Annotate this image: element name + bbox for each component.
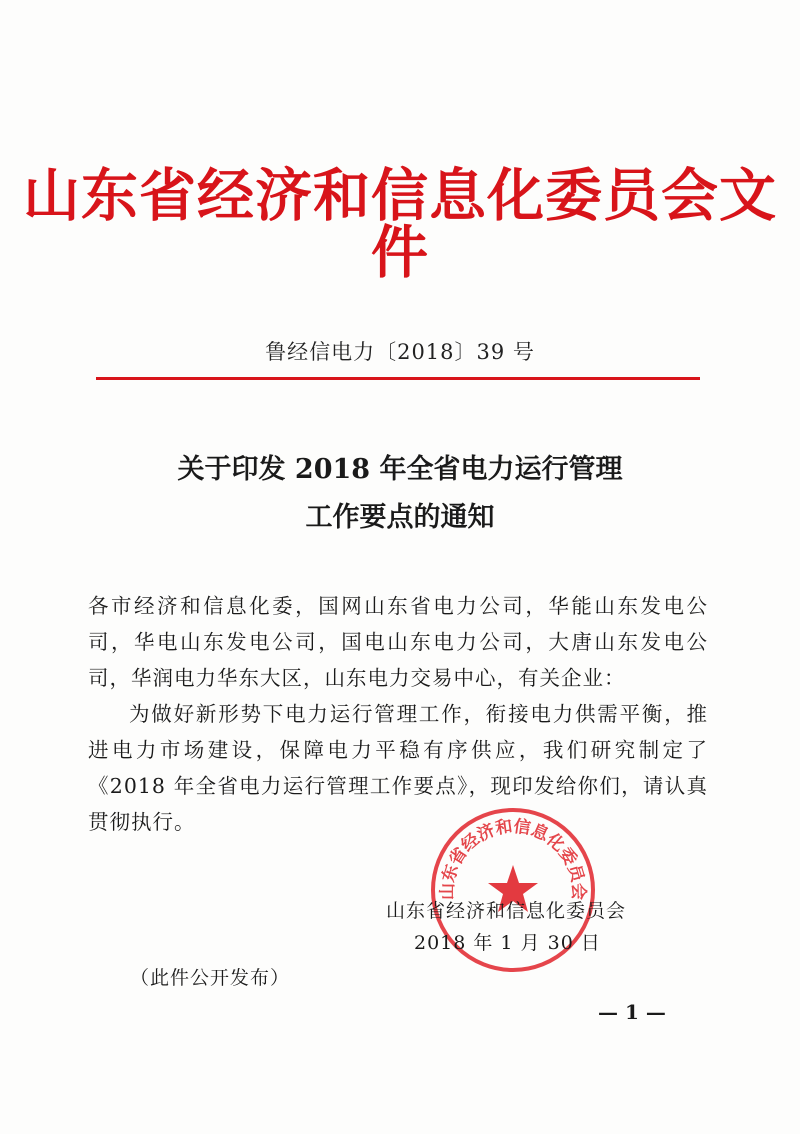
header-red-rule	[96, 377, 700, 380]
subject-line-1: 关于印发 2018 年全省电力运行管理	[177, 454, 623, 485]
publish-note: （此件公开发布）	[130, 967, 291, 989]
document-header-title: 山东省经济和信息化委员会文件	[23, 163, 777, 286]
page-number: — 1 —	[598, 1000, 666, 1024]
document-subject	[0, 446, 800, 542]
document-number: 鲁经信电力〔2018〕39 号	[265, 340, 535, 364]
recipients-paragraph: 各市经济和信息化委，国网山东省电力公司，华能山东发电公司，华电山东发电公司，国电山东电力公司，大唐山东发电公司，华润电力华东大区，山东电力交易中心，有关企业：	[88, 594, 708, 690]
seal-text: 山东省经济和信息化委员会	[437, 816, 589, 901]
body-paragraph: 为做好新形势下电力运行管理工作，衔接电力供需平衡，推进电力市场建设，保障电力平稳有序供应，我们研究制定了《2018 年全省电力运行管理工作要点》，现印发给你们，请认真贯彻执行。	[88, 702, 708, 834]
signing-organization: 山东省经济和信息化委员会	[386, 900, 627, 922]
subject-line-2: 工作要点的通知	[305, 502, 495, 533]
signing-date: 2018 年 1 月 30 日	[414, 932, 601, 954]
